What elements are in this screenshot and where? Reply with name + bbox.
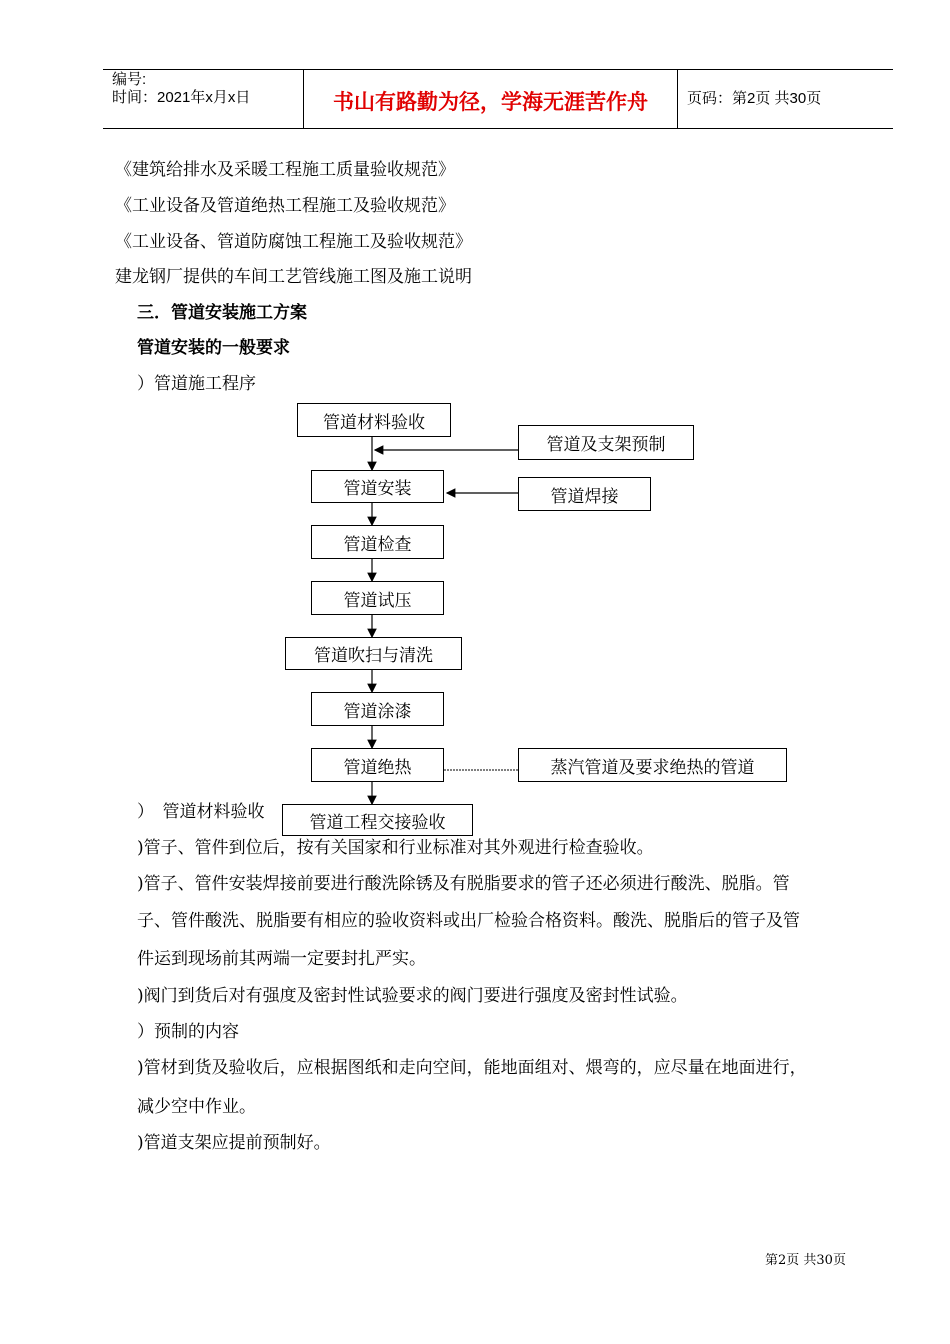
- flow-step-installation: 管道安装: [311, 470, 444, 503]
- reference-item: 《工业设备及管道绝热工程施工及验收规范》: [115, 196, 455, 216]
- reference-item: 《建筑给排水及采暖工程施工质量验收规范》: [115, 160, 455, 180]
- paragraph: 减少空中作业。: [137, 1097, 256, 1117]
- flow-step-insulation: 管道绝热: [311, 748, 444, 782]
- header-number-label: 编号:: [112, 71, 147, 88]
- flow-step-painting: 管道涂漆: [311, 692, 444, 726]
- section-title: 三．管道安装施工方案: [137, 303, 307, 323]
- flow-side-prefabrication: 管道及支架预制: [518, 425, 694, 460]
- item-prefab-content: ）预制的内容: [137, 1022, 239, 1042]
- footer-page-number: 第2页 共30页: [765, 1253, 846, 1268]
- header-time-label: 时间：2021年x月x日: [112, 89, 251, 106]
- flow-step-inspection: 管道检查: [311, 525, 444, 559]
- header-page-info: 页码：第2页 共30页: [687, 90, 822, 107]
- item-material-inspection: ） 管道材料验收: [137, 802, 265, 822]
- paragraph: )管子、管件到位后，按有关国家和行业标准对其外观进行检查验收。: [137, 838, 654, 858]
- paragraph: )管材到货及验收后，应根据图纸和走向空间，能地面组对、煨弯的，应尽量在地面进行，: [137, 1058, 807, 1078]
- paragraph: 件运到现场前其两端一定要封扎严实。: [137, 949, 426, 969]
- flow-step-purging-cleaning: 管道吹扫与清洗: [285, 637, 462, 670]
- flow-step-material-inspection: 管道材料验收: [297, 403, 451, 437]
- reference-item: 《工业设备、管道防腐蚀工程施工及验收规范》: [115, 232, 472, 252]
- flow-step-handover: 管道工程交接验收: [282, 804, 473, 836]
- paragraph: )管道支架应提前预制好。: [137, 1133, 331, 1153]
- flow-side-insulated-pipes: 蒸汽管道及要求绝热的管道: [518, 748, 787, 782]
- reference-item: 建龙钢厂提供的车间工艺管线施工图及施工说明: [115, 267, 472, 287]
- paragraph: 子、管件酸洗、脱脂要有相应的验收资料或出厂检验合格资料。酸洗、脱脂后的管子及管: [137, 911, 800, 931]
- item-procedure: ）管道施工程序: [137, 374, 256, 394]
- subsection-title: 管道安装的一般要求: [137, 338, 290, 358]
- header-motto: 书山有路勤为径，学海无涯苦作舟: [333, 90, 648, 114]
- paragraph: )阀门到货后对有强度及密封性试验要求的阀门要进行强度及密封性试验。: [137, 986, 688, 1006]
- flow-step-pressure-test: 管道试压: [311, 581, 444, 615]
- paragraph: )管子、管件安装焊接前要进行酸洗除锈及有脱脂要求的管子还必须进行酸洗、脱脂。管: [137, 874, 790, 894]
- flow-side-welding: 管道焊接: [518, 477, 651, 511]
